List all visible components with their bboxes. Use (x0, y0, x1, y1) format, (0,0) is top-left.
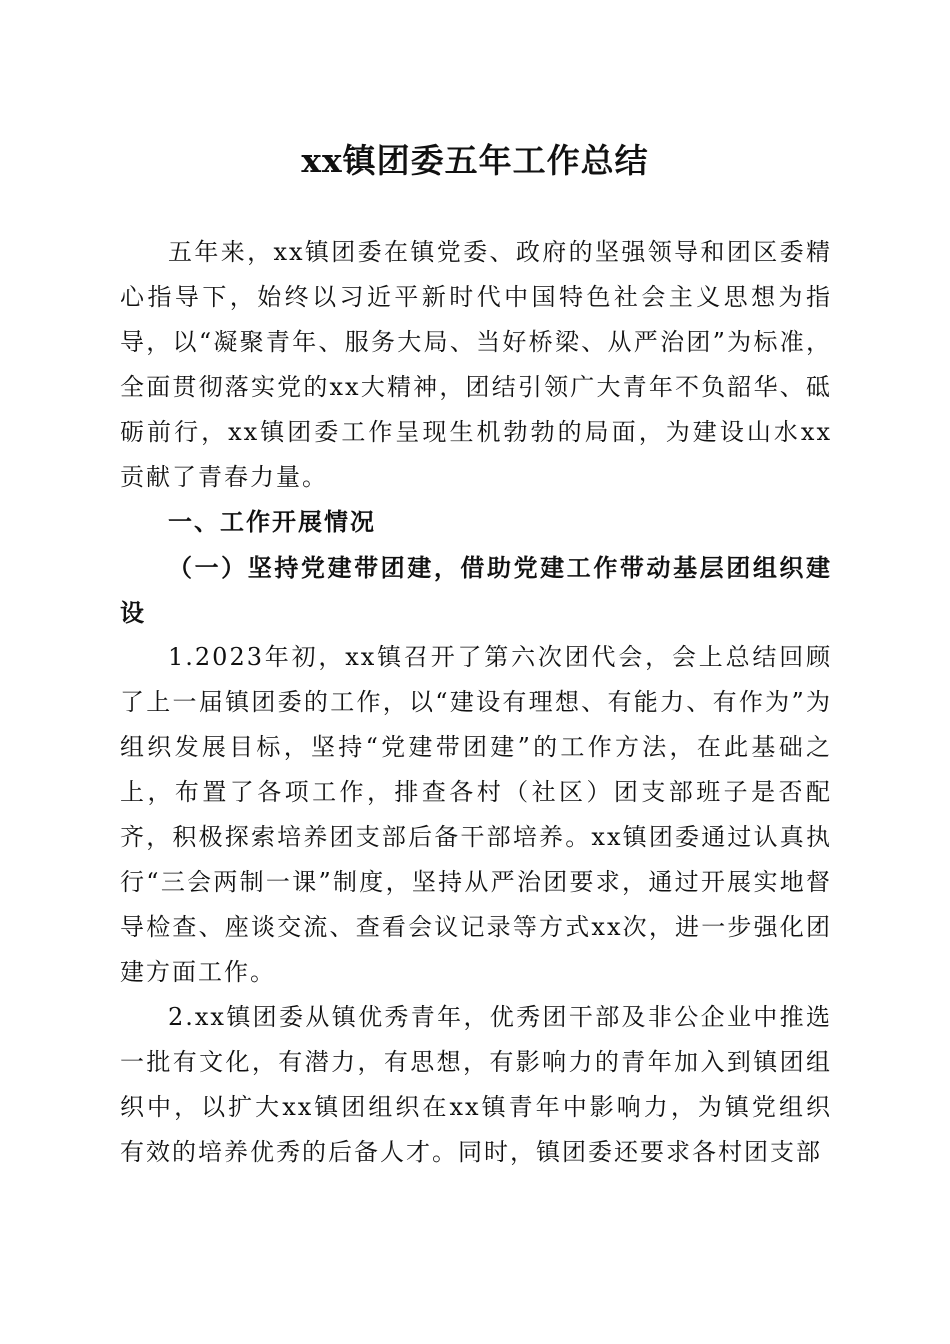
subsection-heading-party-building: （一）坚持党建带团建，借助党建工作带动基层团组织建设 (120, 553, 832, 627)
item-paragraph-1: 1.2023年初，xx镇召开了第六次团代会，会上总结回顾了上一届镇团委的工作，以“建设有理想、有能力、有作为”为组织发展目标，坚持“党建带团建”的工作方法，在此基础之上，布置了各项工作，排查各村（社区）团支部班子是否配齐，积极探索培养团支部后备干部培养。xx镇团委通过认真执行“三会两制一课”制度，坚持从严治团要求，通过开展实地督导检查、座谈交流、查看会议记录等方式xx次，进一步强化团建方面工作。 (120, 643, 832, 986)
item-paragraph-2: 2.xx镇团委从镇优秀青年，优秀团干部及非公企业中推选一批有文化，有潜力，有思想，有影响力的青年加入到镇团组织中，以扩大xx镇团组织在xx镇青年中影响力，为镇党组织有效的培养优秀的后备人才。同时，镇团委还要求各村团支部 (120, 1003, 832, 1166)
document-title: xx镇团委五年工作总结 (301, 141, 649, 180)
document-body (120, 230, 832, 1175)
section-heading-work-progress: 一、工作开展情况 (168, 508, 376, 536)
intro-paragraph: 五年来，xx镇团委在镇党委、政府的坚强领导和团区委精心指导下，始终以习近平新时代中国特色社会主义思想为指导，以“凝聚青年、服务大局、当好桥梁、从严治团”为标准，全面贯彻落实党的xx大精神，团结引领广大青年不负韶华、砥砺前行，xx镇团委工作呈现生机勃勃的局面，为建设山水xx贡献了青春力量。 (120, 238, 832, 491)
